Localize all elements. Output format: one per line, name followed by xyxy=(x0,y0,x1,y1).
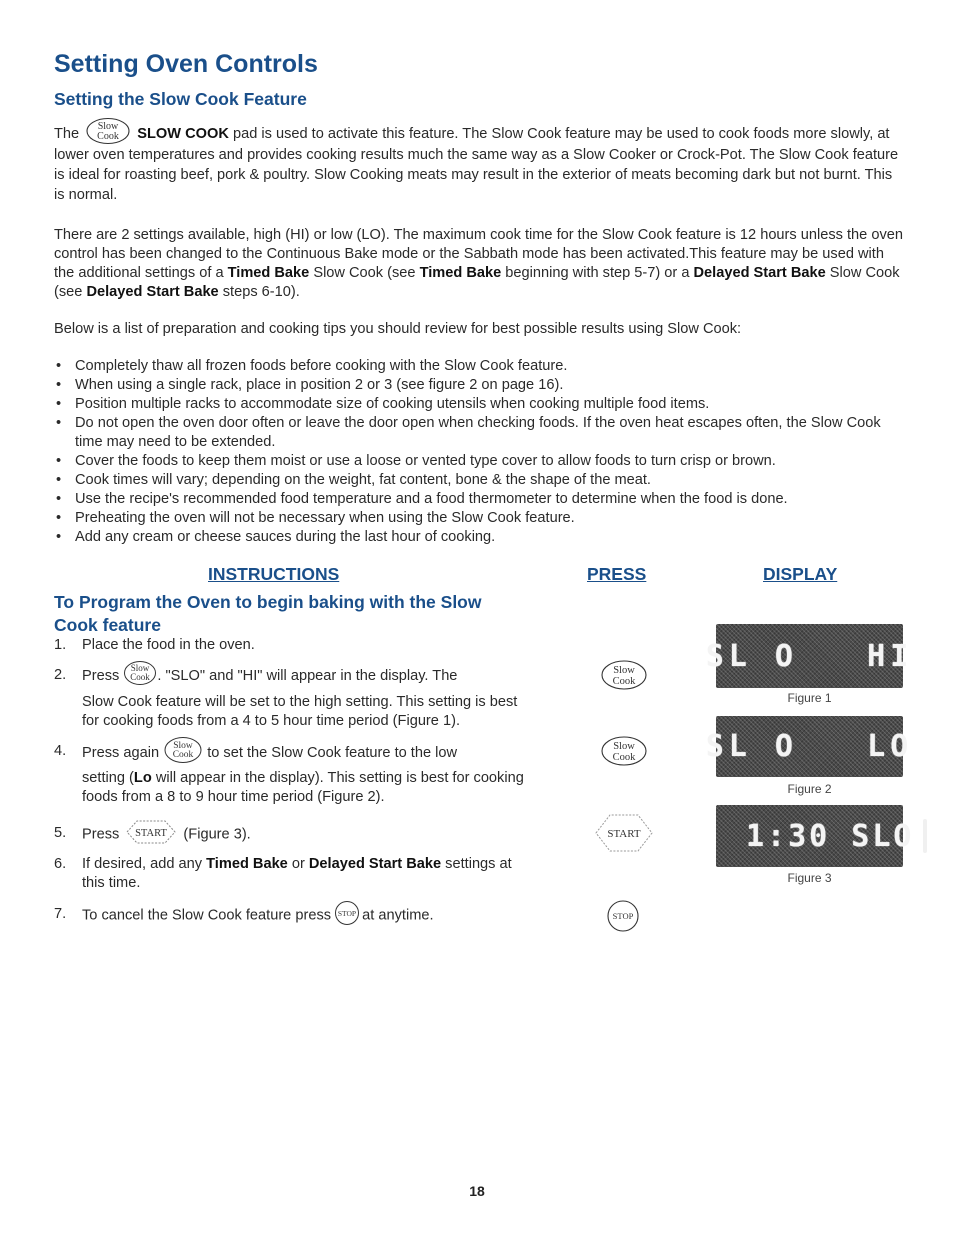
step-text xyxy=(82,769,534,807)
list-item: • Completely thaw all frozen foods before cooking with the Slow Cook feature. xyxy=(54,357,904,376)
stop-pad-label: STOP xyxy=(612,911,634,921)
step-7-after: at anytime. xyxy=(358,907,434,924)
slow-cook-icon xyxy=(123,660,157,686)
list-item: • Preheating the oven will not be necessary when using the Slow Cook feature. xyxy=(54,509,904,528)
step-number: 5. xyxy=(54,825,67,841)
step-text xyxy=(82,905,534,926)
slow-cook-pad-name: SLOW COOK xyxy=(137,125,229,142)
start-pad-label: START xyxy=(607,828,641,840)
step-7 xyxy=(54,905,534,926)
settings-text-2: Slow Cook (see xyxy=(309,265,420,281)
step-7-before: To cancel the Slow Cook feature press xyxy=(82,907,332,924)
display-text: SL O HI xyxy=(705,638,914,674)
tips-list xyxy=(54,357,904,547)
step-5-before: Press xyxy=(82,826,120,843)
slow-cook-icon-bottom: Cook xyxy=(130,672,151,682)
step-text xyxy=(82,824,534,845)
program-heading: To Program the Oven to begin baking with the Slow Cook feature xyxy=(54,592,482,635)
slow-cook-pad-top: Slow xyxy=(613,665,635,676)
settings-bold-3: Delayed Start Bake xyxy=(693,265,826,281)
figure-3-caption: Figure 3 xyxy=(787,871,832,885)
figure-2-caption: Figure 2 xyxy=(787,782,832,796)
list-item: • Cover the foods to keep them moist or use a loose or vented type cover to allow foods to turn crisp or brown. xyxy=(54,452,904,471)
intro-the: The xyxy=(54,125,80,142)
section-title: Setting the Slow Cook Feature xyxy=(54,89,307,109)
step-4-cont-1: setting ( xyxy=(82,770,134,786)
step-text: Slow Cook feature will be set to the high setting. This setting is best for cooking foods from a 4 to 5 hour time period (Figure 1). xyxy=(82,694,518,729)
settings-paragraph xyxy=(54,226,906,302)
slow-cook-icon-bottom: Cook xyxy=(172,750,194,760)
press-heading: PRESS xyxy=(587,564,647,584)
slow-cook-icon xyxy=(85,117,131,145)
start-icon xyxy=(121,819,181,845)
display-text: 1:30 SLO xyxy=(746,818,915,854)
settings-bold-1: Timed Bake xyxy=(227,265,310,281)
slow-cook-icon-top: Slow xyxy=(131,663,150,673)
list-item: • Use the recipe's recommended food temperature and a food thermometer to determine when the food is done. xyxy=(54,490,904,509)
step-4-cont-2: will appear in the display). This setting is best for cooking foods from a 8 to 9 hour time period (Figure 2). xyxy=(82,770,524,805)
list-item: • Cook times will vary; depending on the weight, fat content, bone & the shape of the meat. xyxy=(54,471,904,490)
step-1 xyxy=(54,636,534,655)
settings-text-5: steps 6-10). xyxy=(218,284,300,300)
settings-bold-2: Timed Bake xyxy=(419,265,502,281)
list-item: • Add any cream or cheese sauces during the last hour of cooking. xyxy=(54,528,904,547)
step-5-after: (Figure 3). xyxy=(179,826,251,843)
intro-text: pad is used to activate this feature. The Slow Cook feature may be used to cook foods more slowly, at lower oven temperatures and provides cooking results much the same way as a Slow Cooker or Crock-Pot. The Slow Cook feature is ideal for roasting beef, pork & poultry. Slow Cooking meats may result in the exterior of meats becoming dark but not burnt. This is normal. xyxy=(54,125,899,203)
step-text xyxy=(82,663,534,686)
start-pad-icon xyxy=(592,811,656,855)
step-text xyxy=(82,742,534,764)
step-4-continued xyxy=(54,769,534,807)
display-text: SL O LO xyxy=(705,729,914,764)
step-2-after: . "SLO" and "HI" will appear in the display. The xyxy=(157,667,458,684)
settings-bold-4: Delayed Start Bake xyxy=(86,284,219,300)
step-text: Place the food in the oven. xyxy=(82,637,255,653)
step-6-text-2: or xyxy=(287,856,309,872)
start-icon-label: START xyxy=(135,828,168,839)
step-2-continued xyxy=(54,693,534,731)
stop-icon xyxy=(334,900,360,926)
step-number: 7. xyxy=(54,906,67,922)
list-item: • When using a single rack, place in position 2 or 3 (see figure 2 on page 16). xyxy=(54,376,904,395)
figure-1-caption: Figure 1 xyxy=(787,691,832,705)
step-6-text-3: settings at this time. xyxy=(82,856,512,891)
settings-text-3: beginning with step 5-7) or a xyxy=(501,265,694,281)
step-2 xyxy=(54,663,534,686)
step-6 xyxy=(54,855,534,893)
slow-cook-icon xyxy=(163,736,203,764)
slow-cook-pad-icon xyxy=(600,735,648,767)
slow-cook-icon-top: Slow xyxy=(173,741,193,751)
list-item: • Position multiple racks to accommodate size of cooking utensils when cooking multiple food items. xyxy=(54,395,904,414)
step-6-text-1: If desired, add any xyxy=(82,856,207,872)
step-4-after: to set the Slow Cook feature to the low xyxy=(203,744,458,761)
step-number: 2. xyxy=(54,667,67,683)
step-number: 1. xyxy=(54,637,67,653)
step-4-before: Press again xyxy=(82,744,160,761)
display-figure-2 xyxy=(705,716,914,777)
display-heading: DISPLAY xyxy=(763,564,838,584)
step-number: 4. xyxy=(54,743,67,759)
step-5 xyxy=(54,824,534,845)
page-number: 18 xyxy=(469,1183,485,1199)
display-figure-3 xyxy=(716,805,915,867)
step-4 xyxy=(54,742,534,764)
step-2-before: Press xyxy=(82,667,120,684)
slow-cook-pad-icon xyxy=(600,659,648,691)
display-indicator-box xyxy=(923,819,927,853)
instructions-heading: INSTRUCTIONS xyxy=(208,564,340,584)
stop-icon-label: STOP xyxy=(338,909,357,918)
step-6-bold-2: Delayed Start Bake xyxy=(308,856,442,872)
display-figure-1 xyxy=(705,624,914,688)
slow-cook-icon-bottom: Cook xyxy=(97,131,120,142)
slow-cook-pad-bottom: Cook xyxy=(612,676,636,687)
list-item: • Do not open the oven door often or leave the door open when checking foods. If the oven heat escapes often, the Slow Cook time may need to be extended. xyxy=(54,414,904,452)
step-number: 6. xyxy=(54,856,67,872)
stop-pad-icon xyxy=(605,899,641,933)
tips-intro: Below is a list of preparation and cooking tips you should review for best possible results using Slow Cook: xyxy=(54,321,742,337)
page-title: Setting Oven Controls xyxy=(54,50,318,78)
settings-text-1: There are 2 settings available, high (HI) or low (LO). The maximum cook time for the Slow Cook feature is 12 hours unless the oven control has been changed to the Continuous Bake mode or the Sabbath mode has been activated.This feature may be used with the additional settings of a xyxy=(54,227,903,281)
slow-cook-pad-top: Slow xyxy=(613,741,635,752)
slow-cook-pad-bottom: Cook xyxy=(612,752,636,763)
settings-text-4: Slow Cook (see xyxy=(54,265,900,300)
intro-paragraph xyxy=(54,123,906,205)
step-4-bold: Lo xyxy=(133,770,152,786)
slow-cook-icon-top: Slow xyxy=(97,121,119,132)
step-text xyxy=(82,855,534,893)
step-6-bold-1: Timed Bake xyxy=(206,856,288,872)
